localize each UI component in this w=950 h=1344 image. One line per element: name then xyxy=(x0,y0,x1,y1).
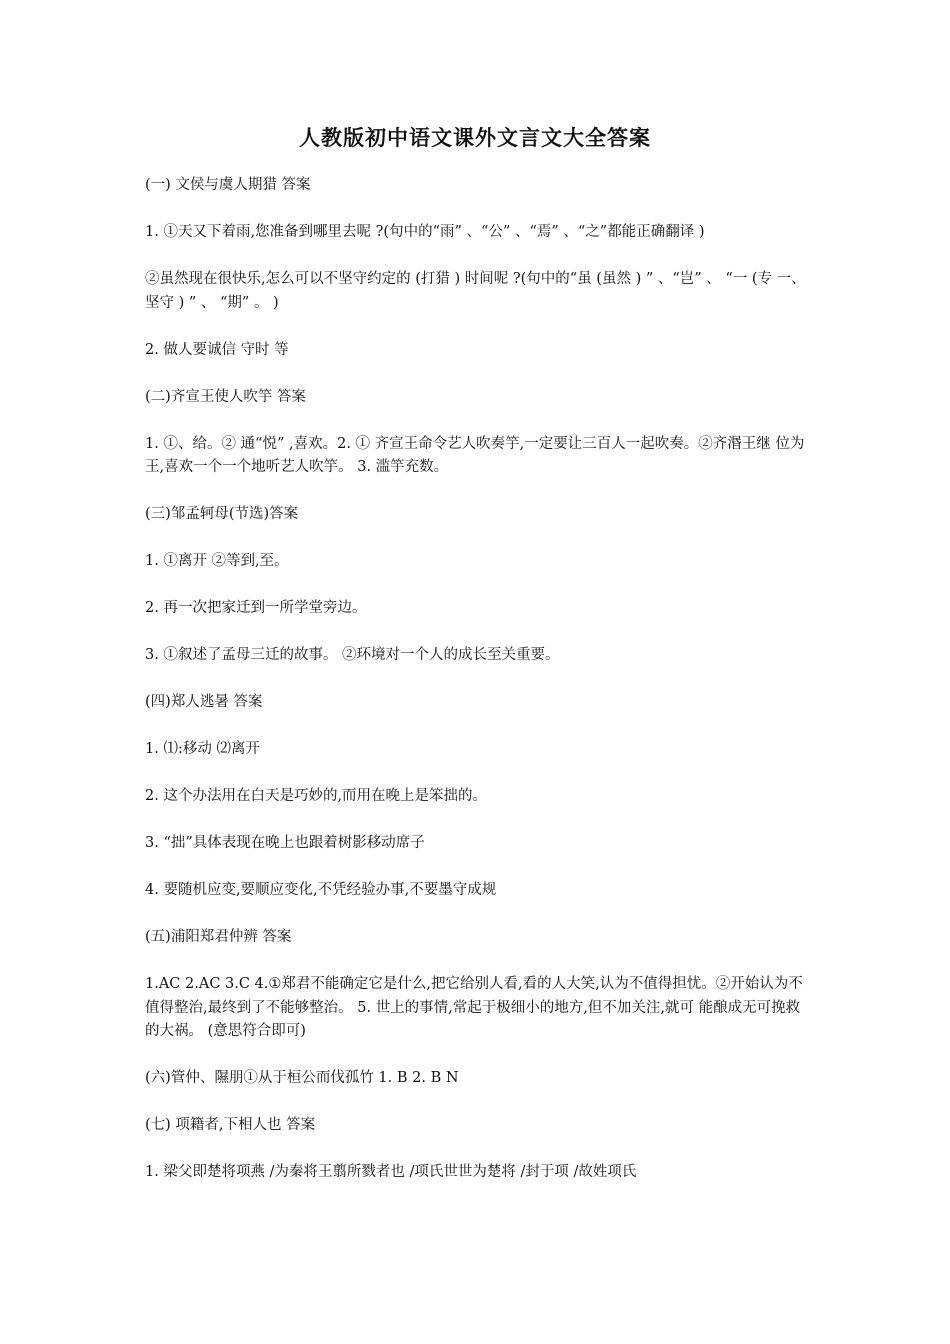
answer-paragraph: 1. ①天又下着雨,您准备到哪里去呢 ?(句中的“雨” 、“公” 、“焉” 、“之”都能正确翻译 ) xyxy=(145,224,705,240)
section-heading-4: (四)郑人逃暑 答案 xyxy=(145,694,263,710)
answer-paragraph: 2. 这个办法用在白天是巧妙的,而用在晚上是笨拙的。 xyxy=(145,788,488,804)
answer-paragraph: ②虽然现在很快乐,怎么可以不坚守约定的 (打猎 ) 时间呢 ?(句中的“虽 (虽然 ) ” 、“岂” 、 “一 (专 一、坚守 ) ” 、 “期” 。 ) xyxy=(145,271,806,311)
answer-paragraph: 1. ①离开 ②等到,至。 xyxy=(145,553,289,569)
section-heading-1: (一) 文侯与虞人期猎 答案 xyxy=(145,177,311,193)
answer-paragraph: 3. ①叙述了孟母三迁的故事。 ②环境对一个人的成长至关重要。 xyxy=(145,647,560,663)
document-title: 人教版初中语文课外文言文大全答案 xyxy=(299,125,651,150)
answer-paragraph: 2. 做人要诚信 守时 等 xyxy=(145,341,289,358)
answer-paragraph: 1.AC 2.AC 3.C 4.①郑君不能确定它是什么,把它给别人看,看的人大笑,认为不值得担忧。②开始认为不值得整治,最终到了不能够整治。 5. 世上的事情,常起于极细小的地方,但不加关注,就可 能酿成无可挽救的大祸。 (意思符合即可) xyxy=(145,976,803,1039)
section-heading-7: (七) 项籍者,下相人也 答案 xyxy=(145,1117,316,1133)
answer-paragraph: 3. “拙”具体表现在晚上也跟着树影移动席子 xyxy=(145,835,425,851)
answer-paragraph: 1. ①、给。② 通“悦” ,喜欢。2. ① 齐宣王命令艺人吹奏竽,一定要让三百人一起吹奏。②齐湣王继 位为王,喜欢一个一个地听艺人吹竽。 3. 滥竽充数。 xyxy=(145,435,805,475)
section-heading-6: (六)管仲、隰朋①从于桓公而伐孤竹 1. B 2. B N xyxy=(145,1070,459,1086)
section-heading-2: (二)齐宣王使人吹竽 答案 xyxy=(145,388,306,405)
answer-paragraph: 2. 再一次把家迁到一所学堂旁边。 xyxy=(145,600,367,616)
answer-paragraph: 4. 要随机应变,要顺应变化,不凭经验办事,不要墨守成规 xyxy=(145,882,497,898)
document-body xyxy=(145,174,810,1208)
answer-paragraph: 1. ⑴:移动 ⑵离开 xyxy=(145,741,260,757)
answer-paragraph: 1. 梁父即楚将项燕 /为秦将王翦所戮者也 /项氏世世为楚将 /封于项 /故姓项氏 xyxy=(145,1164,637,1180)
section-heading-3: (三)邹孟轲母(节选)答案 xyxy=(145,506,299,522)
section-heading-5: (五)浦阳郑君仲辨 答案 xyxy=(145,929,292,945)
